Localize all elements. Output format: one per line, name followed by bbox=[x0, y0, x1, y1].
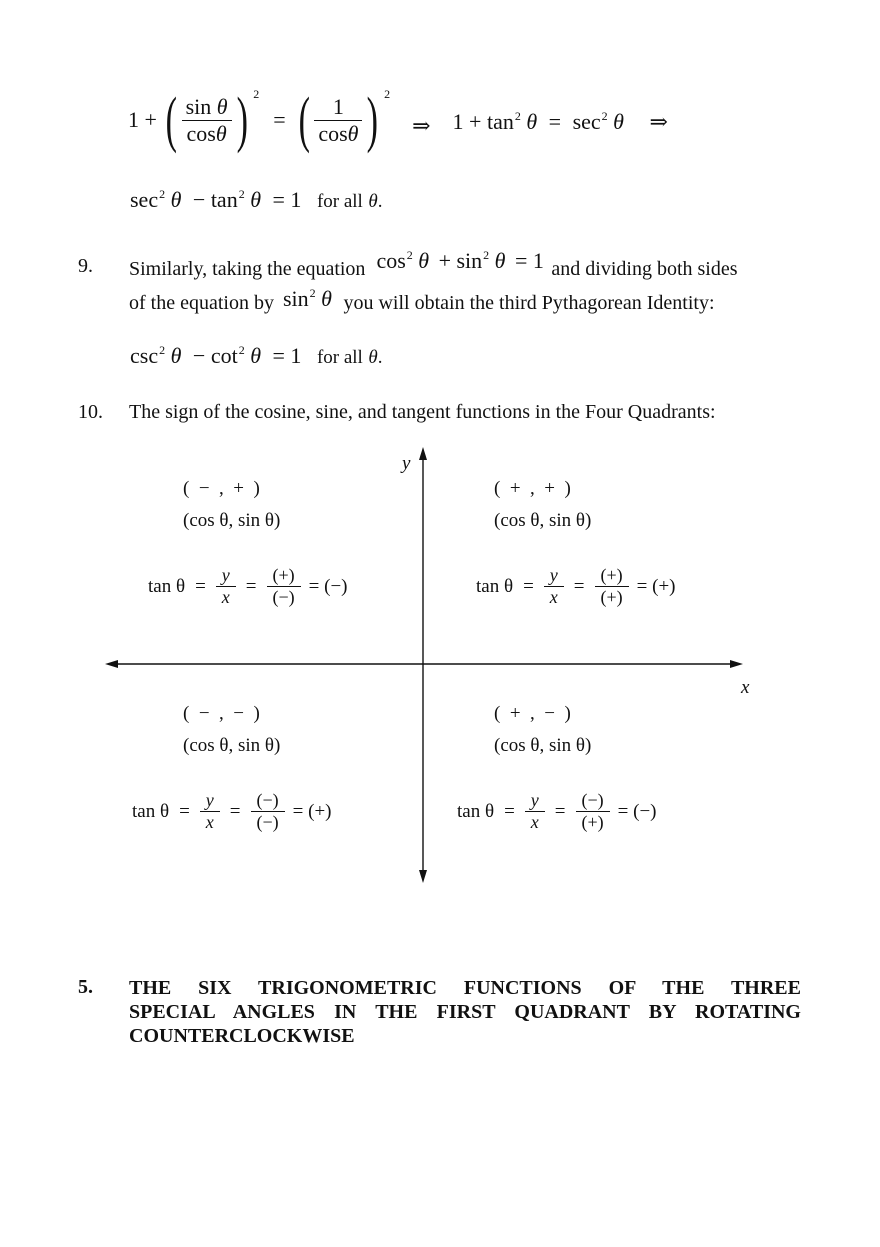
tan-result: = (−) bbox=[308, 575, 348, 597]
one-plus: 1 + bbox=[128, 107, 157, 132]
q1-signs: ( + , + ) bbox=[494, 478, 571, 499]
theta: θ bbox=[215, 120, 227, 146]
equals-sign: = bbox=[573, 575, 585, 597]
q3-signs: ( − , − ) bbox=[183, 703, 260, 724]
exponent: 2 bbox=[159, 343, 166, 357]
close-paren: ) bbox=[367, 86, 379, 154]
theta: θ bbox=[321, 286, 332, 311]
theta: θ bbox=[170, 187, 182, 212]
theta: θ bbox=[613, 109, 624, 134]
q3-tan-expression bbox=[132, 790, 332, 833]
item-9-text-c: of the equation by bbox=[129, 292, 274, 314]
q4-coords: (cos θ, sin θ) bbox=[494, 735, 592, 756]
section-5-line-1: THE SIX TRIGONOMETRIC FUNCTIONS OF THE THREE bbox=[129, 977, 801, 999]
minus-cot: − cot bbox=[192, 343, 238, 368]
item-10-number: 10. bbox=[78, 401, 103, 423]
equals-one: = 1 bbox=[514, 248, 544, 273]
theta: θ bbox=[418, 248, 430, 273]
y-over-x-fraction bbox=[544, 565, 564, 608]
q4-tan-expression bbox=[457, 790, 657, 833]
q1-coords: (cos θ, sin θ) bbox=[494, 510, 592, 531]
numerator-one: 1 bbox=[314, 94, 362, 121]
y-over-x-fraction bbox=[200, 790, 220, 833]
y-numerator: y bbox=[525, 790, 545, 812]
x-axis-arrow-left bbox=[105, 660, 118, 668]
theta: θ bbox=[368, 347, 378, 368]
exponent: 2 bbox=[309, 286, 316, 300]
tan-result: = (−) bbox=[617, 800, 657, 822]
sign-fraction bbox=[251, 790, 285, 833]
equals-sign: = bbox=[504, 800, 515, 822]
q3-coords: (cos θ, sin θ) bbox=[183, 735, 281, 756]
y-axis-arrow-up bbox=[419, 447, 427, 460]
item-9-text-d: you will obtain the third Pythagorean Identity: bbox=[343, 292, 715, 314]
item-9-text-b: and dividing both sides bbox=[551, 258, 738, 280]
q4-signs: ( + , − ) bbox=[494, 703, 571, 724]
q2-signs: ( − , + ) bbox=[183, 478, 260, 499]
exponent: 2 bbox=[601, 109, 608, 123]
plus-sin: + sin bbox=[438, 248, 483, 273]
minus-tan: − tan bbox=[192, 187, 238, 212]
period: . bbox=[377, 191, 383, 212]
sign-numerator: (+) bbox=[595, 565, 629, 587]
cos-label: cos bbox=[186, 120, 216, 146]
sign-numerator: (−) bbox=[251, 790, 285, 812]
sign-numerator: (+) bbox=[267, 565, 301, 587]
equals-sign: = bbox=[195, 575, 206, 597]
close-paren: ) bbox=[236, 86, 248, 154]
theta: θ bbox=[347, 120, 359, 146]
theta: θ bbox=[526, 109, 538, 134]
q1-tan-expression bbox=[476, 565, 676, 608]
sign-fraction bbox=[267, 565, 301, 608]
equals-sign: = bbox=[548, 109, 562, 134]
item-9-text-a: Similarly, taking the equation bbox=[129, 258, 366, 280]
cos-label: cos bbox=[376, 248, 406, 273]
cos-label: cos bbox=[318, 120, 348, 146]
y-over-x-fraction bbox=[216, 565, 236, 608]
theta: θ bbox=[250, 343, 262, 368]
tan-label: tan θ bbox=[457, 800, 495, 822]
equals-sign: = bbox=[229, 800, 241, 822]
item-9-number: 9. bbox=[78, 255, 93, 277]
tan-label: tan θ bbox=[476, 575, 514, 597]
sign-denominator: (−) bbox=[272, 587, 295, 607]
open-paren: ( bbox=[298, 86, 310, 154]
x-denominator: x bbox=[530, 812, 539, 832]
q2-tan-expression bbox=[148, 565, 348, 608]
sin-label: sin bbox=[282, 286, 309, 311]
tan-label: tan θ bbox=[148, 575, 186, 597]
equals-sign: = bbox=[245, 575, 257, 597]
tan-label: tan θ bbox=[132, 800, 170, 822]
x-denominator: x bbox=[549, 587, 558, 607]
x-denominator: x bbox=[221, 587, 230, 607]
theta: θ bbox=[368, 191, 378, 212]
theta: θ bbox=[494, 248, 506, 273]
sin-label: sin bbox=[185, 93, 212, 119]
x-axis-arrow-right bbox=[730, 660, 743, 668]
theta: θ bbox=[216, 93, 228, 119]
sign-denominator: (+) bbox=[600, 587, 623, 607]
section-5-heading bbox=[129, 976, 801, 1048]
exponent: 2 bbox=[159, 187, 166, 201]
sign-fraction bbox=[595, 565, 629, 608]
equals-one: = 1 bbox=[272, 343, 302, 368]
csc-label: csc bbox=[130, 343, 159, 368]
y-numerator: y bbox=[216, 565, 236, 587]
x-axis-label: x bbox=[741, 677, 750, 698]
sign-denominator: (−) bbox=[256, 812, 279, 832]
one-plus-tan: 1 + tan bbox=[452, 109, 514, 134]
implies-arrow: ⇒ bbox=[412, 113, 431, 138]
sec-label: sec bbox=[130, 187, 159, 212]
y-axis-label: y bbox=[402, 453, 411, 474]
exponent: 2 bbox=[406, 248, 413, 262]
y-numerator: y bbox=[544, 565, 564, 587]
sign-denominator: (+) bbox=[581, 812, 604, 832]
equals-sign: = bbox=[273, 107, 286, 132]
equals-sign: = bbox=[179, 800, 190, 822]
q2-coords: (cos θ, sin θ) bbox=[183, 510, 281, 531]
implies-arrow: ⇒ bbox=[649, 109, 668, 134]
exponent: 2 bbox=[238, 187, 245, 201]
theta: θ bbox=[170, 343, 182, 368]
exponent: 2 bbox=[514, 109, 521, 123]
exponent: 2 bbox=[238, 343, 245, 357]
x-denominator: x bbox=[205, 812, 214, 832]
exponent: 2 bbox=[483, 248, 490, 262]
y-numerator: y bbox=[200, 790, 220, 812]
equals-one: = 1 bbox=[272, 187, 302, 212]
for-all-text: for all bbox=[316, 347, 363, 368]
for-all-text: for all bbox=[316, 191, 363, 212]
exponent: 2 bbox=[384, 86, 391, 101]
theta: θ bbox=[250, 187, 262, 212]
sign-fraction bbox=[576, 790, 610, 833]
exponent: 2 bbox=[253, 86, 260, 101]
tan-result: = (+) bbox=[636, 575, 676, 597]
section-5-number: 5. bbox=[78, 976, 93, 998]
y-over-x-fraction bbox=[525, 790, 545, 833]
sign-numerator: (−) bbox=[576, 790, 610, 812]
section-5-line-3: COUNTERCLOCKWISE bbox=[129, 1025, 355, 1047]
equals-sign: = bbox=[554, 800, 566, 822]
equals-sign: = bbox=[523, 575, 534, 597]
section-5-line-2: SPECIAL ANGLES IN THE FIRST QUADRANT BY ROTATING bbox=[129, 1001, 801, 1023]
y-axis-arrow-down bbox=[419, 870, 427, 883]
tan-result: = (+) bbox=[292, 800, 332, 822]
period: . bbox=[377, 347, 383, 368]
sec-label: sec bbox=[572, 109, 601, 134]
open-paren: ( bbox=[165, 86, 177, 154]
item-10-text: The sign of the cosine, sine, and tangent functions in the Four Quadrants: bbox=[129, 401, 716, 423]
